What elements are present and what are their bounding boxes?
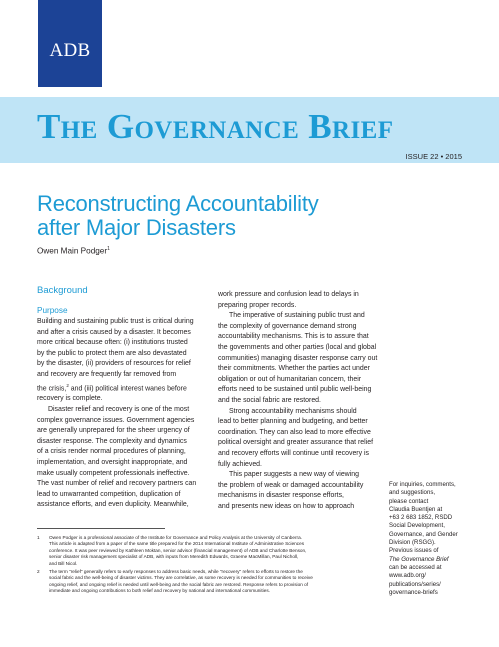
author-name: Owen Main Podger xyxy=(37,246,108,256)
author-footnote-ref: 1 xyxy=(107,246,110,252)
paragraph xyxy=(218,407,378,471)
footnote-divider xyxy=(37,528,165,529)
text-line: and recovery efforts will continue until recovery is xyxy=(218,449,370,457)
text-line: fully achieved. xyxy=(218,460,262,468)
sidebar-line: Previous issues of xyxy=(389,547,439,555)
text-line: lead to better planning and budgeting, and better xyxy=(218,418,368,426)
text-line: and recovery are frequently far removed from xyxy=(37,370,177,378)
column-left xyxy=(37,285,202,511)
footnote xyxy=(37,569,382,595)
text-line: assistance efforts, and even duplicity. Meanwhile, xyxy=(37,501,189,509)
paragraph xyxy=(37,405,202,511)
text-span: and (iii) political interest wanes before xyxy=(68,384,187,392)
sidebar-line: Claudia Buentjen at xyxy=(389,505,443,513)
text-line: and presents new ideas on how to approach xyxy=(218,502,355,510)
text-line: This paper suggests a new way of viewing xyxy=(229,471,359,479)
sidebar-link-line[interactable]: www.adb.org/ xyxy=(389,572,426,580)
text-line: are generally unprepared for the sheer urgency of xyxy=(37,427,190,435)
sidebar-line: +63 2 683 1852, RSDD xyxy=(389,514,453,522)
text-line: more critical because often: (i) institutions trusted xyxy=(37,339,188,347)
text-line: lead to unwarranted competition, duplication of xyxy=(37,490,181,498)
footnote-line: immediate and ongoing contributions to both relief and recovery by national and international communities. xyxy=(49,588,270,594)
text-line: the complexity of governance demand strong xyxy=(218,322,357,330)
sidebar-link-line[interactable]: governance-briefs xyxy=(389,588,438,596)
adb-logo xyxy=(38,0,102,87)
text-line: Strong accountability mechanisms should xyxy=(229,407,357,415)
footnote-number: 1 xyxy=(37,535,40,540)
sidebar-link-line[interactable]: publications/series/ xyxy=(389,580,441,588)
paragraph xyxy=(218,311,378,406)
section-heading: Background xyxy=(37,285,88,296)
footnote-line: The term "relief" generally refers to early responses to address basic needs, while "recovery" refers to efforts to restore the xyxy=(49,569,303,575)
text-line xyxy=(37,381,202,395)
text-line: coordination. They can also lead to more effective xyxy=(218,428,371,436)
sidebar-line: and suggestions, xyxy=(389,489,436,497)
author-byline xyxy=(37,246,110,256)
subsection-heading: Purpose xyxy=(37,306,68,315)
sidebar-line: Division (RSGG). xyxy=(389,539,436,547)
text-line: their commitments. Whether the parties act under xyxy=(218,365,370,373)
text-line: political oversight and greater assurance that relief xyxy=(218,439,374,447)
sidebar-line: please contact xyxy=(389,497,429,505)
text-line: recovery is complete. xyxy=(37,395,103,403)
footnote xyxy=(37,535,382,567)
paragraph xyxy=(218,290,378,311)
adb-logo-text: ADB xyxy=(49,40,91,61)
text-line: efforts need to be sustained until public well-being xyxy=(218,386,372,394)
text-line: Disaster relief and recovery is one of the most xyxy=(48,406,190,414)
footnotes xyxy=(37,535,382,597)
column-right xyxy=(218,290,378,512)
text-line: accountability mechanisms. This is to assure that xyxy=(218,333,369,341)
footnote-line: Owen Podger is a professional associate of the Institute for Governance and Policy Analysis at the University of Canberra. xyxy=(49,535,302,540)
text-line: of a crisis render normal procedures of planning, xyxy=(37,448,186,456)
footnote-line: senior disaster risk management specialist of ADB, with inputs from Meredith Edwards, Graeme MacMillan, Paul Nicholl, xyxy=(49,554,299,560)
text-line: complex governance issues. Government agencies xyxy=(37,416,195,424)
text-line: mechanisms in disaster response efforts, xyxy=(218,492,344,500)
paragraph xyxy=(218,470,378,512)
text-line: disaster response. The complexity and dynamics xyxy=(37,437,187,445)
footnote-line: social fabric and the well-being of disaster victims. They are correlative, as some recovery is needed for communities to receive xyxy=(49,575,313,581)
text-line: and the social fabric are restored. xyxy=(218,396,321,404)
text-line: The vast number of relief and recovery partners can xyxy=(37,480,197,488)
text-line: preparing proper records. xyxy=(218,301,297,309)
text-line: obligation or out of humanitarian concern, their xyxy=(218,375,362,383)
text-span: the crisis, xyxy=(37,384,67,392)
footnote-line: ongoing relief, and ongoing relief is needed until well-being and the social fabric are restored. Response refers to provision of xyxy=(49,581,309,587)
footnote-line: and Bill Nicol. xyxy=(49,560,78,566)
series-title: The Governance Brief xyxy=(37,107,394,146)
sidebar-line: can be accessed at xyxy=(389,563,442,571)
text-line: the problem of weak or damaged accountability xyxy=(218,481,364,489)
text-line: The imperative of sustaining public trust and xyxy=(229,312,365,320)
issue-number: ISSUE 22 • 2015 xyxy=(405,152,462,161)
sidebar-line: Governance, and Gender xyxy=(389,530,458,538)
text-line: communities) managing disaster response carry out xyxy=(218,354,378,362)
sidebar-line: For inquiries, comments, xyxy=(389,481,456,488)
paragraph xyxy=(37,317,202,405)
article-title-line: Reconstructing Accountability xyxy=(37,191,319,216)
text-line: by the disaster, (ii) providers of resources for relief xyxy=(37,360,191,368)
article-title xyxy=(37,192,457,240)
text-line: the governments and other parties (local and global xyxy=(218,343,377,351)
footnote-number: 2 xyxy=(37,569,40,575)
footnote-ref: 2 xyxy=(66,382,69,388)
footnote-line: This article is adapted from a paper of the same title prepared for the 2014 International Institute of Administrative Sciences xyxy=(49,541,305,547)
text-line: work pressure and confusion lead to delays in xyxy=(218,291,359,298)
footnote-line: conference. It was peer reviewed by Kathleen Moktan, senior advisor (financial management) of ADB and Charlotte Benson, xyxy=(49,547,307,553)
text-line: make usually competent professionals ineffective. xyxy=(37,469,190,477)
sidebar-line: Social Development, xyxy=(389,522,445,530)
text-line: Building and sustaining public trust is critical during xyxy=(37,318,194,325)
sidebar-publication-name: The Governance Brief xyxy=(389,555,449,563)
text-line: implementation, and oversight inappropriate, and xyxy=(37,459,188,467)
text-line: and after a crisis caused by a disaster. It becomes xyxy=(37,328,191,336)
contact-sidebar xyxy=(389,481,475,597)
article-title-line: after Major Disasters xyxy=(37,215,236,240)
text-line: by the public to protect them are also devastated xyxy=(37,349,187,357)
